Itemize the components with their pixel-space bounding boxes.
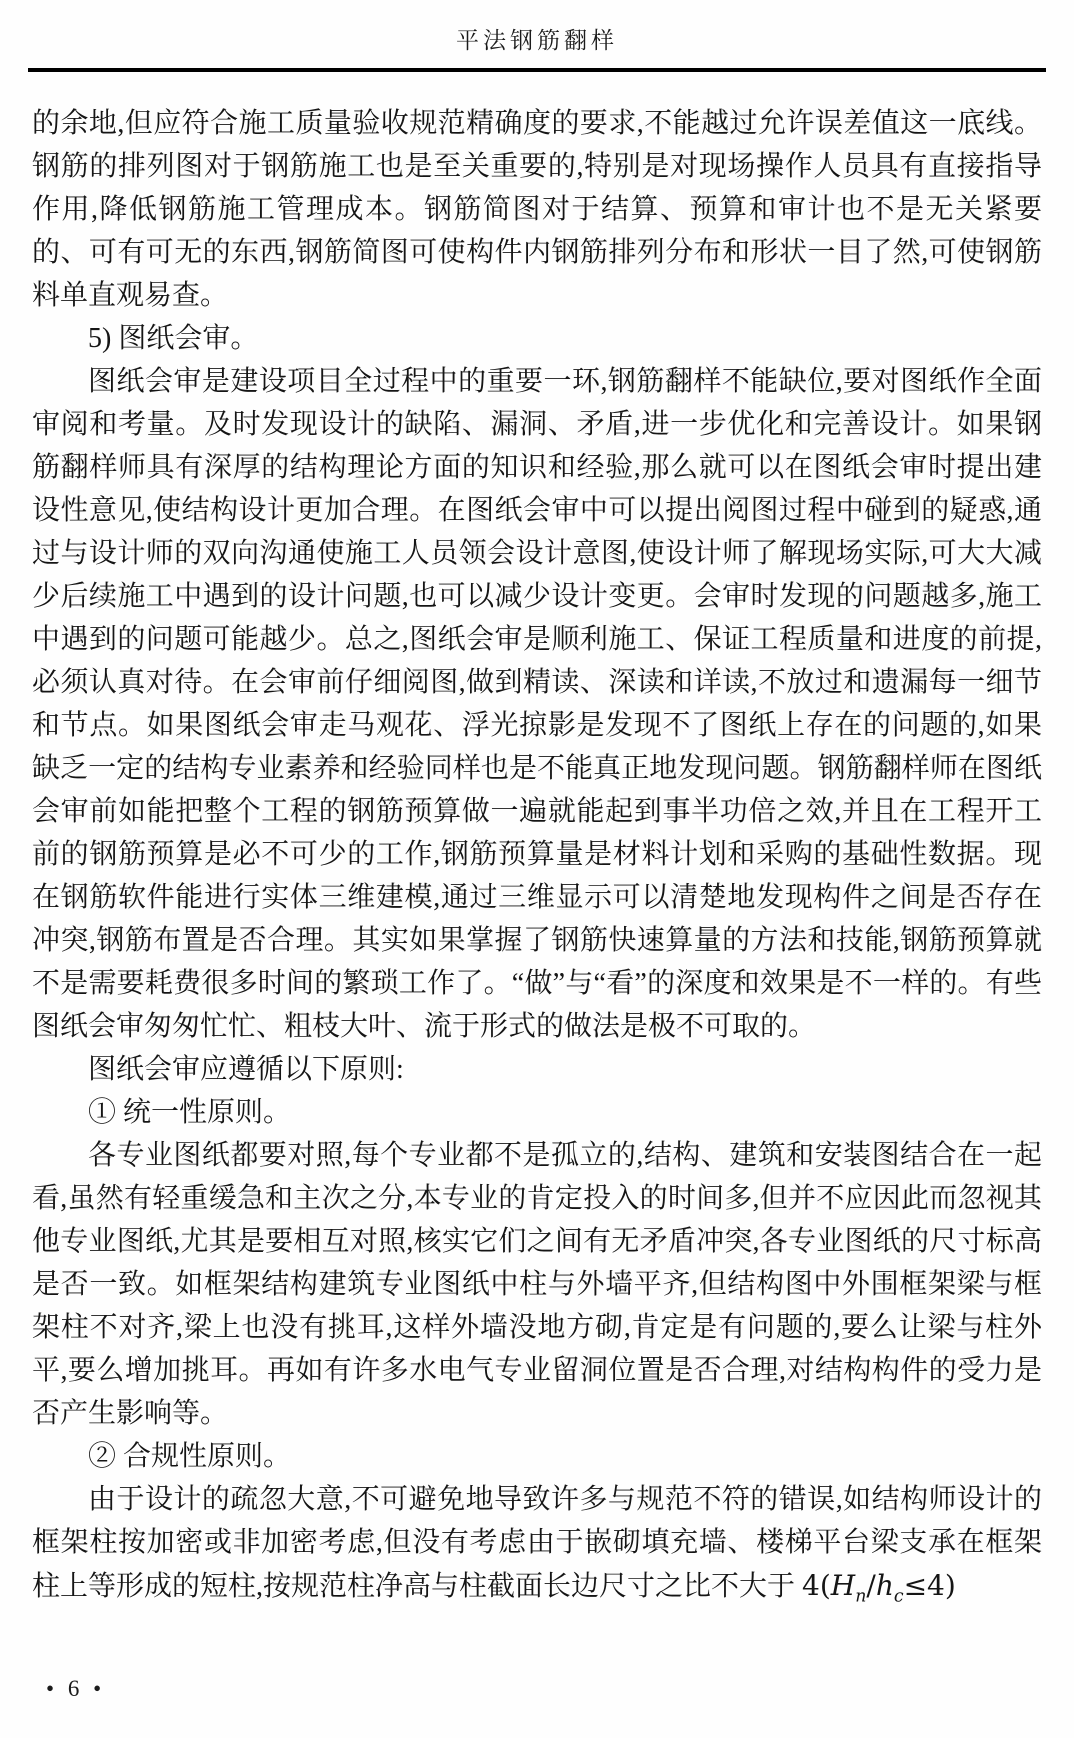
formula-variable-hc: h xyxy=(875,1569,894,1602)
formula-divider: / xyxy=(866,1569,876,1602)
formula-close: ≤4) xyxy=(903,1569,956,1602)
formula-subscript-c: c xyxy=(893,1586,904,1607)
footer-bullet-right: • xyxy=(93,1676,102,1701)
inline-formula-short-column-ratio xyxy=(802,1569,956,1607)
paragraph-text: 由于设计的疏忽大意,不可避免地导致许多与规范不符的错误,如结构师设计的框架柱按加密或非加密考虑,但没有考虑由于嵌砌填充墙、楼梯平台梁支承在框架柱上等形成的短柱,按规范柱净高与柱截面长边尺寸之比不大于 xyxy=(32,1484,1042,1602)
footer-bullet-left: • xyxy=(46,1676,55,1701)
formula-subscript-n: n xyxy=(855,1586,867,1607)
paragraph-continued-from-previous-page: 的余地,但应符合施工质量验收规范精确度的要求,不能越过允许误差值这一底线。钢筋的排列图对于钢筋施工也是至关重要的,特别是对现场操作人员具有直接指导作用,降低钢筋施工管理成本。钢筋简图对于结算、预算和审计也不是无关紧要的、可有可无的东西,钢筋简图可使构件内钢筋排列分布和形状一目了然,可使钢筋料单直观易查。 xyxy=(32,108,1042,311)
paragraph-principle-1-body: 各专业图纸都要对照,每个专业都不是孤立的,结构、建筑和安装图结合在一起看,虽然有轻重缓急和主次之分,本专业的肯定投入的时间多,但并不应因此而忽视其他专业图纸,尤其是要相互对照,核实它们之间有无矛盾冲突,各专业图纸的尺寸标高是否一致。如框架结构建筑专业图纸中柱与外墙平齐,但结构图中外围框架梁与框架柱不对齐,梁上也没有挑耳,这样外墙没地方砌,肯定是有问题的,要么让梁与柱外平,要么增加挑耳。再如有许多水电气专业留洞位置是否合理,对结构构件的受力是否产生影响等。 xyxy=(32,1140,1042,1429)
paragraph-principle-2-body xyxy=(32,1478,1042,1608)
formula-open: 4( xyxy=(802,1569,831,1602)
page-body xyxy=(32,72,1042,1608)
page-footer xyxy=(46,1676,101,1702)
paragraph-principles-intro: 图纸会审应遵循以下原则: xyxy=(88,1054,404,1085)
heading-principle-2-compliance: ② 合规性原则。 xyxy=(88,1441,292,1472)
page-header xyxy=(0,0,1074,72)
page-number: 6 xyxy=(67,1676,80,1701)
formula-variable-Hn: H xyxy=(830,1569,856,1602)
running-head-title: 平法钢筋翻样 xyxy=(456,28,618,53)
paragraph-drawing-review-body: 图纸会审是建设项目全过程中的重要一环,钢筋翻样不能缺位,要对图纸作全面审阅和考量。及时发现设计的缺陷、漏洞、矛盾,进一步优化和完善设计。如果钢筋翻样师具有深厚的结构理论方面的知识和经验,那么就可以在图纸会审时提出建设性意见,使结构设计更加合理。在图纸会审中可以提出阅图过程中碰到的疑惑,通过与设计师的双向沟通使施工人员领会设计意图,使设计师了解现场实际,可大大减少后续施工中遇到的设计问题,也可以减少设计变更。会审时发现的问题越多,施工中遇到的问题可能越少。总之,图纸会审是顺利施工、保证工程质量和进度的前提,必须认真对待。在会审前仔细阅图,做到精读、深读和详读,不放过和遗漏每一细节和节点。如果图纸会审走马观花、浮光掠影是发现不了图纸上存在的问题的,如果缺乏一定的结构专业素养和经验同样也是不能真正地发现问题。钢筋翻样师在图纸会审前如能把整个工程的钢筋预算做一遍就能起到事半功倍之效,并且在工程开工前的钢筋预算是必不可少的工作,钢筋预算量是材料计划和采购的基础性数据。现在钢筋软件能进行实体三维建模,通过三维显示可以清楚地发现构件之间是否存在冲突,钢筋布置是否合理。其实如果掌握了钢筋快速算量的方法和技能,钢筋预算就不是需要耗费很多时间的繁琐工作了。“做”与“看”的深度和效果是不一样的。有些图纸会审匆匆忙忙、粗枝大叶、流于形式的做法是极不可取的。 xyxy=(32,366,1042,1042)
heading-principle-1-unity: ① 统一性原则。 xyxy=(88,1097,292,1128)
list-item-drawing-review-heading: 5) 图纸会审。 xyxy=(88,323,259,354)
